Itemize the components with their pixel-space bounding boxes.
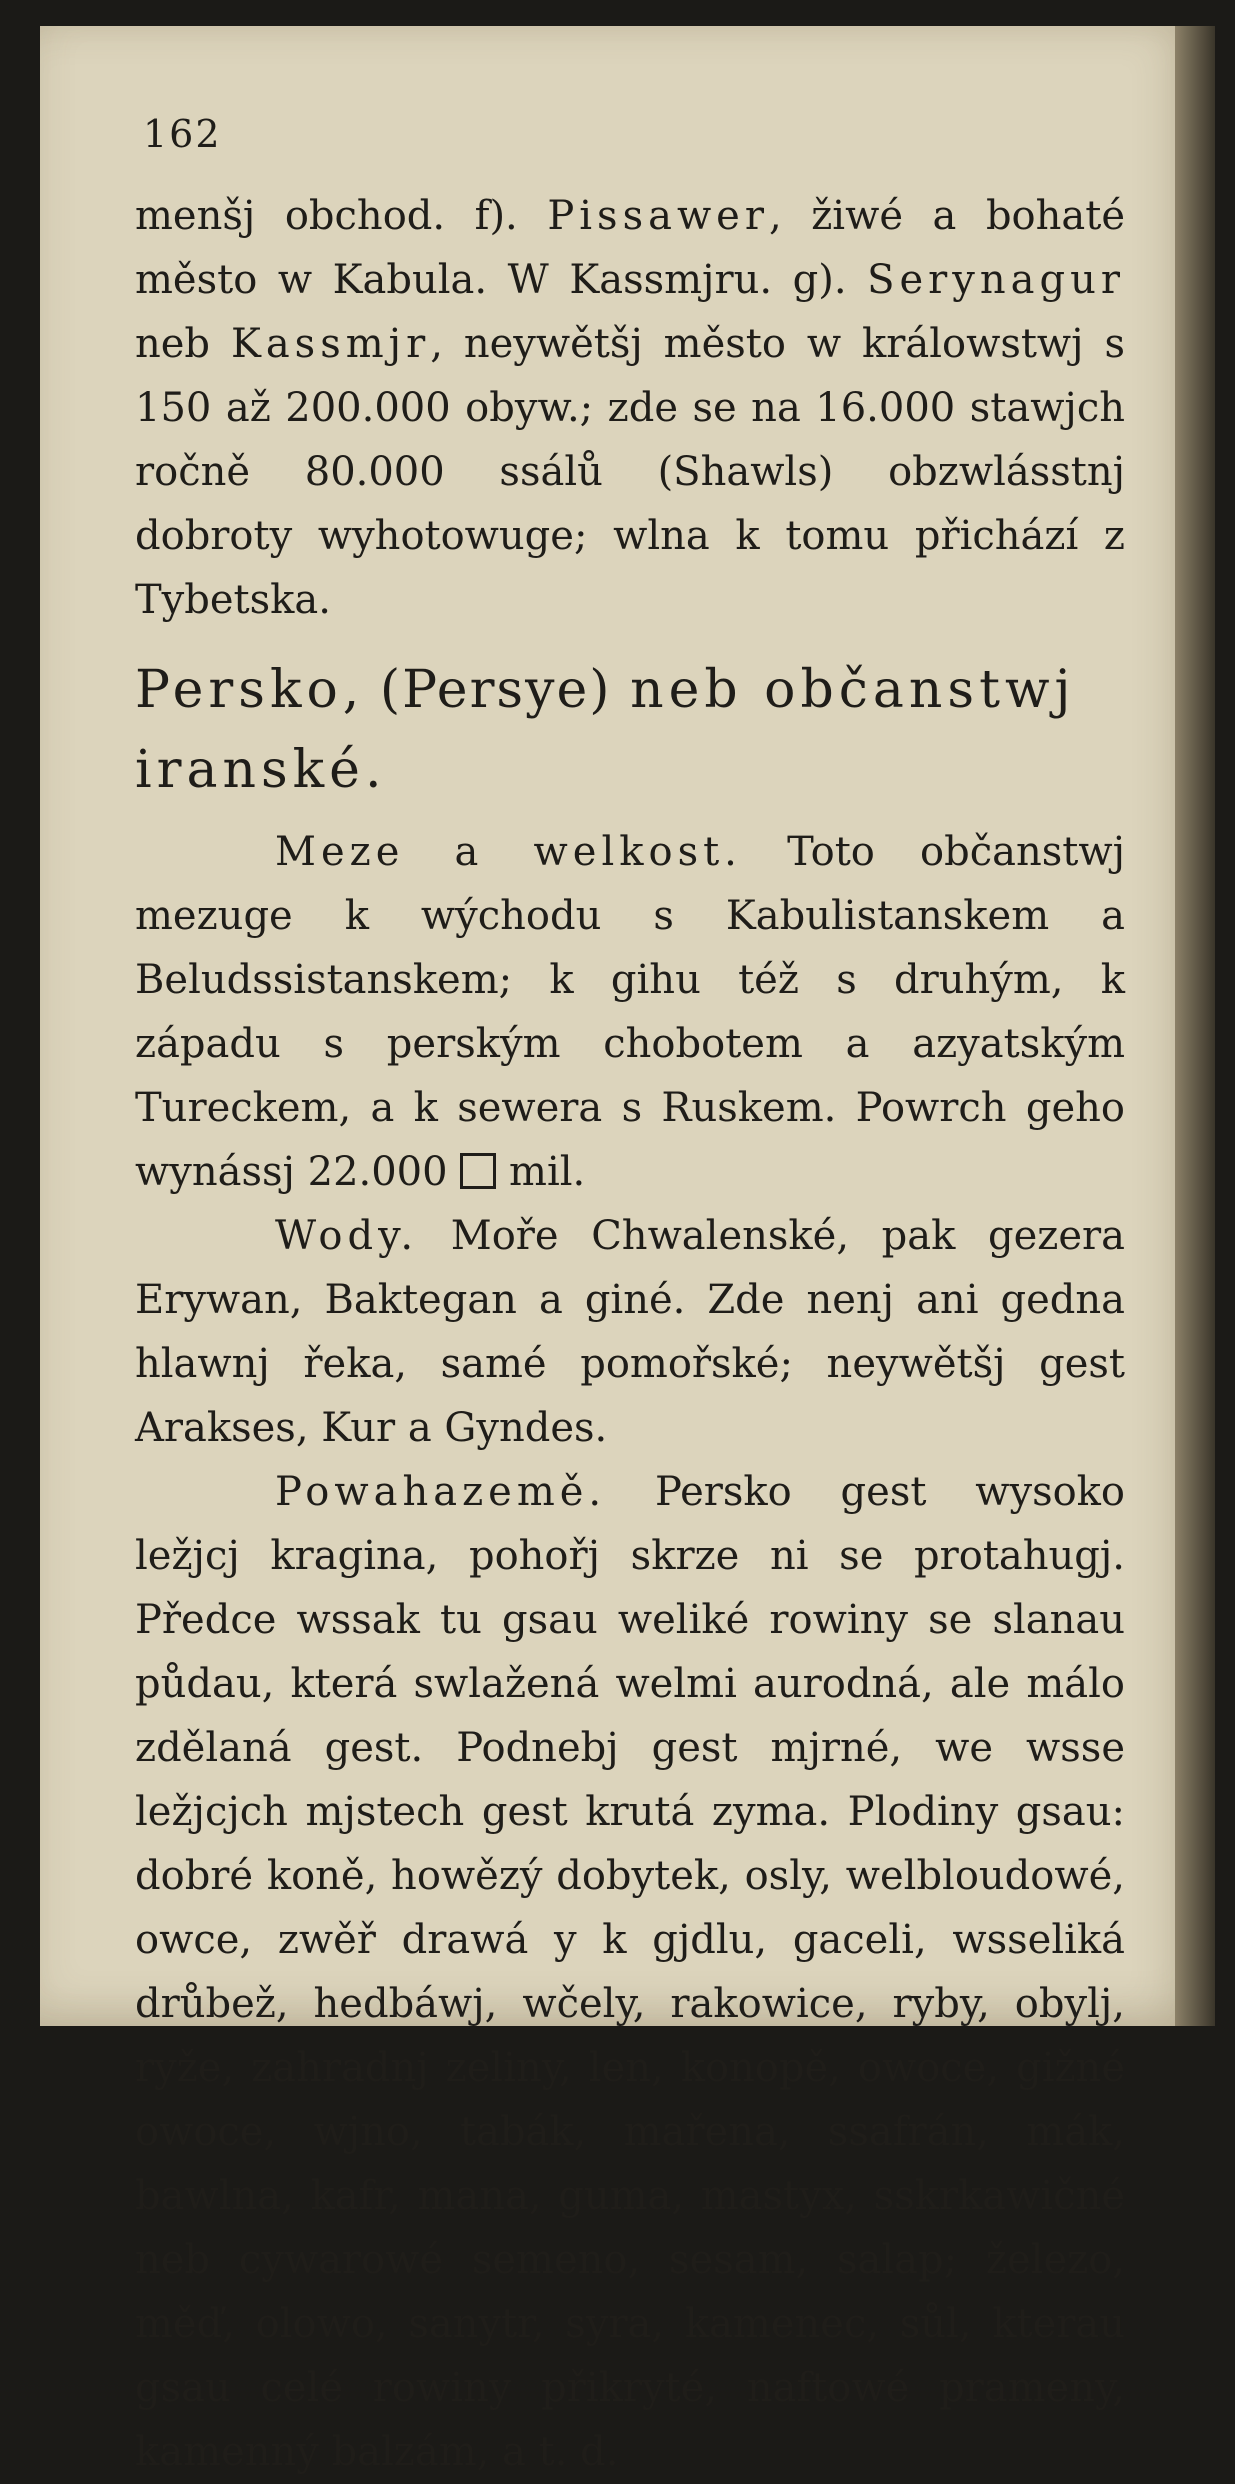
paragraph-lead: Powahazemě. [275, 1469, 607, 1515]
page-number: 162 [143, 112, 222, 156]
place-name: Kassmjr [230, 321, 431, 367]
book-spine [1175, 26, 1215, 2026]
paragraph-lead: Meze a welkost. [275, 829, 742, 875]
paragraph-lead: Wody. [275, 1213, 419, 1259]
intro-paragraph: menšj obchod. f). Pissawer, žiwé a bohaté město w Kabula. W Kassmjru. g). Serynagur neb Kassmjr, neywětšj město w králowstwj s 150 až 200.000 obyw.; zde se na 16.000 stawjch ročně 80.000 ssálů (Shawls) obzwlásstnj dobroty wyhotowuge; wlna k tomu přichází z Tybetska. [135, 193, 1125, 623]
place-name: Serynagur [867, 257, 1125, 303]
page-content [135, 112, 1125, 2484]
place-name: Pissawer [547, 193, 769, 239]
paragraph-waters: Wody. Moře Chwalenské, pak gezera Erywan, Baktegan a giné. Zde nenj ani gedna hlawnj řeka, samé pomořské; neywětšj gest Arakses, Kur a Gyndes. [135, 1213, 1125, 1451]
paragraph-land: Powahazemě. Persko gest wysoko ležjcj kragina, pohořj skrze ni se protahugj. Předce wssak tu gsau weliké rowiny se slanau půdau, která swlažená welmi aurodná, ale málo zdělaná gest. Podnebj gest mjrné, we wsse ležjcjch mjstech gest krutá zyma. Plodiny gsau: dobré koně, howězý dobytek, osly, welbloudowé, owce, zwěř drawá y k gjdlu, gaceli, wsseliká drůbež, hedbáwj, wčely, rakowice, ryby, obylj, ryže, zahradnj zeliny, len, konopě, owoce, gižné owoce, wjno, tabák, mařena, ssafrán, mák, bawlna, kafr, mana, guma, mastyx, sskrkawičné neb cywarowé semeno, sesam, salap; železo, měď, olowo, sanytr, syra, kamenec, sůl, kterau gsau celé rowiny přikryté, naftowé prameny, kamenný balzám, a t. d. [135, 1469, 1125, 2475]
paragraph-borders: Meze a welkost. Toto občanstwj mezuge k wýchodu s Kabulistanskem a Beludssistanskem; k gihu též s druhým, k západu s perským chobotem a azyatským Tureckem, a k sewera s Ruskem. Powrch geho wynássj 22.000 mil. [135, 829, 1125, 1195]
section-heading: Persko, (Persye) neb občanstwj iranské. [135, 660, 1076, 800]
square-symbol-icon [460, 1153, 496, 1189]
